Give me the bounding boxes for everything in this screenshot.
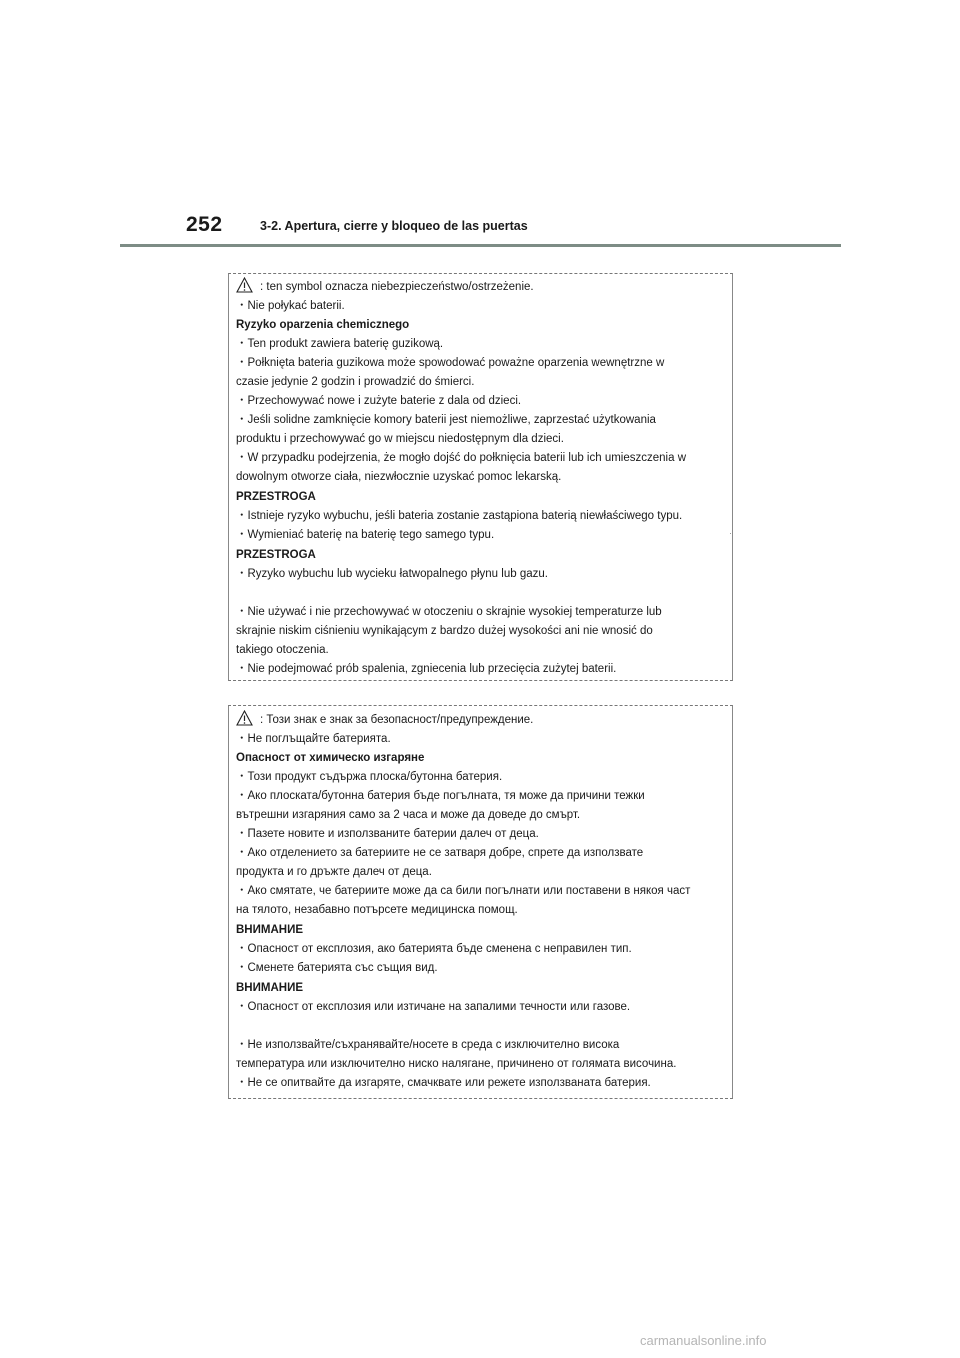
header-rule bbox=[120, 244, 841, 247]
text-line: takiego otoczenia. bbox=[236, 644, 329, 656]
section-title: 3-2. Apertura, cierre y bloqueo de las puertas bbox=[260, 219, 528, 233]
text-line: ・Опасност от експлозия, ако батерията бъде сменена с неправилен тип. bbox=[236, 943, 632, 955]
text-line: ・Przechowywać nowe i zużyte baterie z dala od dzieci. bbox=[236, 395, 522, 407]
warning-triangle-icon bbox=[236, 277, 253, 293]
text-line: ・Ако плоската/бутонна батерия бъде погълната, тя може да причини тежки bbox=[236, 790, 645, 802]
text-line: ・Не се опитвайте да изгаряте, смачквате или режете използваната батерия. bbox=[236, 1077, 651, 1089]
text-line: ・Не използвайте/съхранявайте/носете в среда с изключително висока bbox=[236, 1039, 620, 1051]
subheading: Опасност от химическо изгаряне bbox=[236, 752, 425, 764]
caution-heading: ВНИМАНИЕ bbox=[236, 924, 304, 936]
text-line: ・Istnieje ryzyko wybuchu, jeśli bateria zostanie zastąpiona baterią niewłaściwego typu. bbox=[236, 510, 683, 522]
text-line: ・Wymieniać baterię na baterię tego samego typu. bbox=[236, 529, 495, 541]
footer-watermark: carmanualsonline.info bbox=[640, 1333, 767, 1348]
warning-triangle-icon bbox=[236, 710, 253, 726]
warning-symbol-text: : ten symbol oznacza niebezpieczeństwo/ostrzeżenie. bbox=[260, 281, 534, 293]
text-line: ・Nie używać i nie przechowywać w otoczeniu o skrajnie wysokiej temperaturze lub bbox=[236, 606, 662, 618]
text-line: ・Ryzyko wybuchu lub wycieku łatwopalnego płynu lub gazu. bbox=[236, 568, 548, 580]
caution-heading: PRZESTROGA bbox=[236, 549, 316, 561]
text-line: ・Този продукт съдържа плоска/бутонна батерия. bbox=[236, 771, 503, 783]
text-line: skrajnie niskim ciśnieniu wynikającym z bardzo dużej wysokości ani nie wnosić do bbox=[236, 625, 653, 637]
caution-heading: ВНИМАНИЕ bbox=[236, 982, 304, 994]
text-line: ・Пазете новите и използваните батерии далеч от деца. bbox=[236, 828, 539, 840]
text-line: ・Nie podejmować prób spalenia, zgniecenia lub przecięcia zużytej baterii. bbox=[236, 663, 617, 675]
text-line: ・Jeśli solidne zamknięcie komory baterii jest niemożliwe, zaprzestać użytkowania bbox=[236, 414, 656, 426]
text-line: ・W przypadku podejrzenia, że mogło dojść do połknięcia baterii lub ich umieszczenia w bbox=[236, 452, 686, 464]
text-line: вътрешни изгаряния само за 2 часа и може да доведе до смърт. bbox=[236, 809, 581, 821]
warning-symbol-text: : Този знак е знак за безопасност/предупреждение. bbox=[260, 714, 534, 726]
page-number: 252 bbox=[186, 213, 223, 236]
text-line: продукта и го дръжте далеч от деца. bbox=[236, 866, 432, 878]
text-line: ・Ten produkt zawiera baterię guzikową. bbox=[236, 338, 444, 350]
text-line: ・Ако отделението за батериите не се затваря добре, спрете да използвате bbox=[236, 847, 644, 859]
text-line: ・Ако смятате, че батериите може да са били погълнати или поставени в някоя част bbox=[236, 885, 691, 897]
text-line: ・Nie połykać baterii. bbox=[236, 300, 345, 312]
stray-mark bbox=[730, 533, 731, 534]
text-line: на тялото, незабавно потърсете медицинска помощ. bbox=[236, 904, 518, 916]
subheading: Ryzyko oparzenia chemicznego bbox=[236, 319, 410, 331]
text-line: ・Опасност от експлозия или изтичане на запалими течности или газове. bbox=[236, 1001, 631, 1013]
text-line: produktu i przechowywać go w miejscu niedostępnym dla dzieci. bbox=[236, 433, 564, 445]
text-line: ・Сменете батерията със същия вид. bbox=[236, 962, 438, 974]
text-line: ・Не поглъщайте батерията. bbox=[236, 733, 391, 745]
warning-box-polish bbox=[228, 273, 733, 681]
text-line: ・Połknięta bateria guzikowa może spowodować poważne oparzenia wewnętrzne w bbox=[236, 357, 665, 369]
warning-box-bulgarian bbox=[228, 705, 733, 1099]
text-line: температура или изключително ниско налягане, причинено от голямата височина. bbox=[236, 1058, 677, 1070]
caution-heading: PRZESTROGA bbox=[236, 491, 316, 503]
text-line: dowolnym otworze ciała, niezwłocznie uzyskać pomoc lekarską. bbox=[236, 471, 562, 483]
text-line: czasie jedynie 2 godzin i prowadzić do śmierci. bbox=[236, 376, 475, 388]
